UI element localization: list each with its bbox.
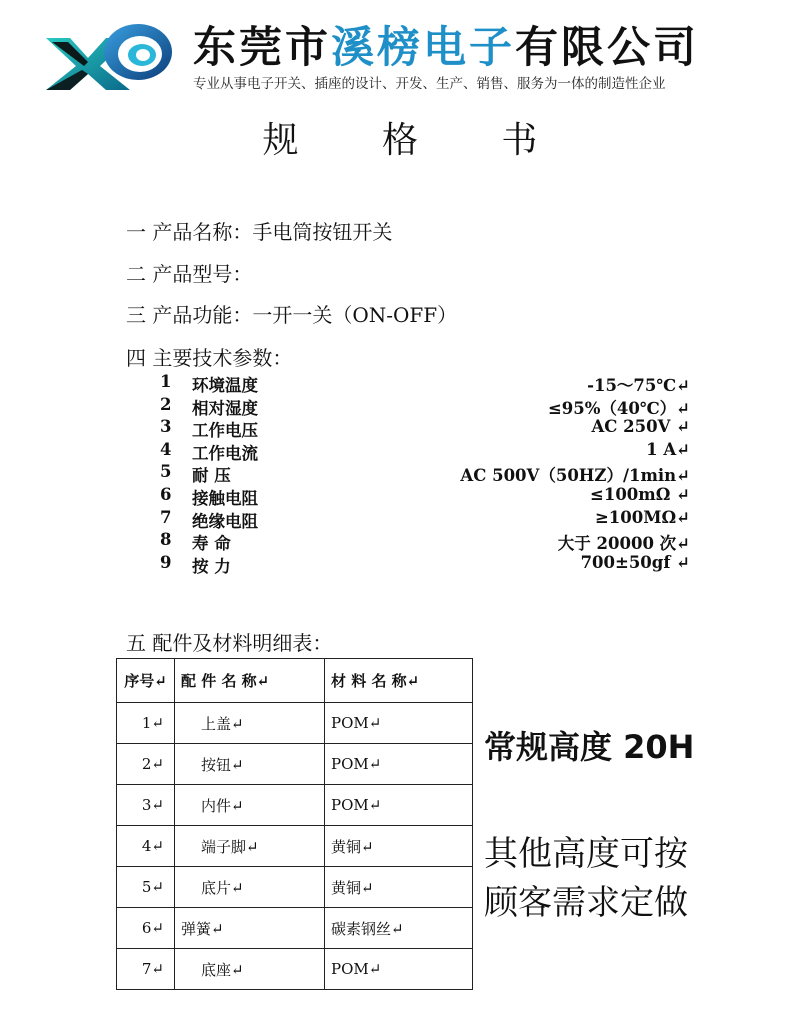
- param-row: [160, 417, 720, 440]
- cell-part-name: 底片↵: [175, 867, 325, 908]
- parts-table: [116, 658, 473, 990]
- param-label: 相对湿度: [192, 398, 258, 418]
- cell-index: 7↵: [117, 949, 175, 990]
- cell-index: 4↵: [117, 826, 175, 867]
- param-value: ≥100MΩ↵: [594, 507, 690, 527]
- company-name: 东莞市溪榜电子有限公司: [193, 23, 699, 73]
- company-name-highlight: 溪榜电子: [331, 23, 515, 73]
- param-num: 8: [160, 530, 172, 550]
- cell-index: 2↵: [117, 744, 175, 785]
- param-num: 3: [160, 417, 172, 437]
- cell-part-name: 弹簧↵: [175, 908, 325, 949]
- param-row: [160, 530, 720, 553]
- param-label: 绝缘电阻: [192, 511, 258, 531]
- cell-part-name: 按钮↵: [175, 744, 325, 785]
- cell-index: 1↵: [117, 703, 175, 744]
- note-standard-height: 常规高度 20H: [484, 728, 695, 766]
- cell-index: 6↵: [117, 908, 175, 949]
- param-label: 环境温度: [192, 376, 258, 395]
- param-label: 工作电压: [192, 421, 258, 441]
- param-value: AC 250V ↵: [591, 417, 690, 437]
- header-index: 序号↵: [117, 659, 175, 703]
- cell-index: 5↵: [117, 867, 175, 908]
- param-row: [160, 440, 720, 463]
- param-row: [160, 462, 720, 485]
- cell-material: POM↵: [325, 949, 473, 990]
- note-custom-line-2: 顾客需求定做: [484, 883, 688, 923]
- param-value: 大于 20000 次↵: [557, 534, 690, 554]
- cell-material: POM↵: [325, 744, 473, 785]
- param-num: 6: [160, 484, 172, 504]
- cell-part-name: 端子脚↵: [175, 826, 325, 867]
- param-num: 5: [160, 462, 172, 482]
- param-label: 接触电阻: [192, 488, 258, 508]
- section-product-name: 一 产品名称：手电筒按钮开关: [126, 220, 393, 244]
- param-num: 4: [160, 439, 172, 459]
- cell-material: 黄铜↵: [325, 826, 473, 867]
- cell-part-name: 底座↵: [175, 949, 325, 990]
- param-row: [160, 485, 720, 508]
- param-value: ≤95%（40℃）↵: [547, 398, 690, 418]
- param-row: [160, 395, 720, 418]
- section-tech-params: 四 主要技术参数：: [126, 346, 293, 370]
- table-row: [117, 744, 473, 785]
- param-value: 1 A↵: [646, 439, 690, 459]
- param-num: 9: [160, 552, 172, 572]
- table-row: [117, 867, 473, 908]
- param-value: -15～75℃↵: [587, 376, 690, 395]
- cell-part-name: 上盖↵: [175, 703, 325, 744]
- section-product-model: 二 产品型号：: [126, 262, 253, 286]
- table-row: [117, 703, 473, 744]
- cell-material: POM↵: [325, 785, 473, 826]
- company-slogan: 专业从事电子开关、插座的设计、开发、生产、销售、服务为一体的制造性企业: [193, 76, 666, 92]
- param-value: 700±50gf ↵: [580, 552, 690, 572]
- header: [0, 0, 800, 100]
- param-row: [160, 372, 720, 395]
- cell-index: 3↵: [117, 785, 175, 826]
- param-value: ≤100mΩ ↵: [590, 484, 690, 504]
- cell-part-name: 内件↵: [175, 785, 325, 826]
- cell-material: 碳素钢丝↵: [325, 908, 473, 949]
- header-material: 材 料 名 称↵: [325, 659, 473, 703]
- param-label: 耐 压: [192, 466, 231, 486]
- cell-material: 黄铜↵: [325, 867, 473, 908]
- param-num: 1: [160, 372, 172, 391]
- xb-logo-icon: [42, 18, 182, 90]
- note-custom-line-1: 其他高度可按: [484, 834, 688, 874]
- table-row: [117, 785, 473, 826]
- param-row: [160, 553, 720, 576]
- section-product-function: 三 产品功能：一开一关（ON-OFF）: [126, 303, 458, 327]
- param-row: [160, 508, 720, 531]
- header-part-name: 配 件 名 称↵: [175, 659, 325, 703]
- param-num: 2: [160, 394, 172, 414]
- param-label: 寿 命: [192, 534, 231, 554]
- table-row: [117, 826, 473, 867]
- cell-material: POM↵: [325, 703, 473, 744]
- param-num: 7: [160, 507, 172, 527]
- param-value: AC 500V（50HZ）/1min↵: [460, 466, 690, 486]
- document-title: 规 格 书: [262, 120, 574, 161]
- section-parts-materials: 五 配件及材料明细表：: [126, 631, 333, 655]
- table-row: [117, 949, 473, 990]
- table-row: [117, 908, 473, 949]
- params-list: [160, 372, 720, 575]
- table-header-row: [117, 659, 473, 703]
- param-label: 工作电流: [192, 443, 258, 463]
- param-label: 按 力: [192, 556, 231, 576]
